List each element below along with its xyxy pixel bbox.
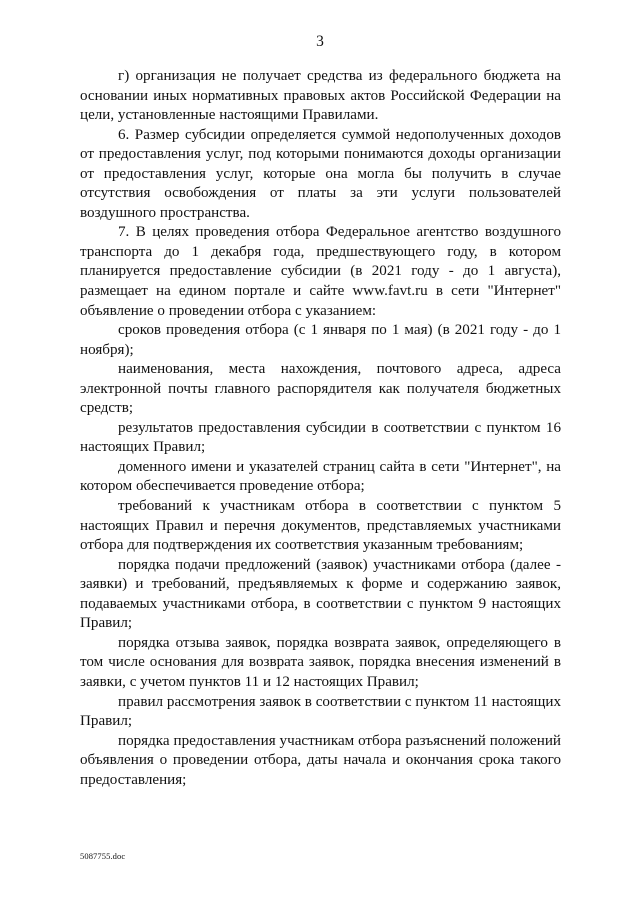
- paragraph-7-selection-announcement: 7. В целях проведения отбора Федеральное агентство воздушного транспорта до 1 декабря года, предшествующего году, в котором планируется предоставление субсидии (в 2021 году - до 1 августа), размещает на едином портале и сайте www.favt.ru в сети "Интернет" объявление о проведении отбора с указанием:: [80, 224, 561, 319]
- document-body: [80, 67, 561, 790]
- list-item-participant-requirements: требований к участникам отбора в соответствии с пунктом 5 настоящих Правил и перечня документов, представляемых участниками отбора для подтверждения их соответствия указанным требованиям;: [80, 498, 561, 554]
- list-item-review-rules: правил рассмотрения заявок в соответствии с пунктом 11 настоящих Правил;: [80, 693, 561, 730]
- list-item-distributor-details: наименования, места нахождения, почтового адреса, адреса электронной почты главного распорядителя как получателя бюджетных средств;: [80, 361, 561, 417]
- list-item-application-withdrawal: порядка отзыва заявок, порядка возврата заявок, определяющего в том числе основания для возврата заявок, порядка внесения изменений в заявки, с учетом пунктов 11 и 12 настоящих Правил;: [80, 634, 561, 690]
- paragraph-6-subsidy-amount: 6. Размер субсидии определяется суммой недополученных доходов от предоставления услуг, под которыми понимаются доходы организации от предоставления услуг, которые она могла бы получить в случае отсутствия освобождения от платы за эти услуги пользователей воздушного пространства.: [80, 126, 561, 221]
- list-item-application-procedure: порядка подачи предложений (заявок) участниками отбора (далее - заявки) и требований, предъявляемых к форме и содержанию заявок, подаваемых участниками отбора, в соответствии с пунктом 9 настоящих Правил;: [80, 556, 561, 632]
- list-item-subsidy-results: результатов предоставления субсидии в соответствии с пунктом 16 настоящих Правил;: [80, 419, 561, 456]
- list-item-domain-name: доменного имени и указателей страниц сайта в сети "Интернет", на котором обеспечивается проведение отбора;: [80, 458, 561, 495]
- list-item-selection-dates: сроков проведения отбора (с 1 января по 1 мая) (в 2021 году - до 1 ноября);: [80, 322, 561, 358]
- document-file-id: 5087755.doc: [80, 851, 126, 861]
- list-item-clarification-procedure: порядка предоставления участникам отбора разъяснений положений объявления о проведении отбора, даты начала и окончания срока такого предоставления;: [80, 732, 561, 788]
- page-number: 3: [316, 33, 324, 50]
- paragraph-4g: г) организация не получает средства из федерального бюджета на основании иных нормативных правовых актов Российской Федерации на цели, установленные настоящими Правилами.: [80, 68, 561, 124]
